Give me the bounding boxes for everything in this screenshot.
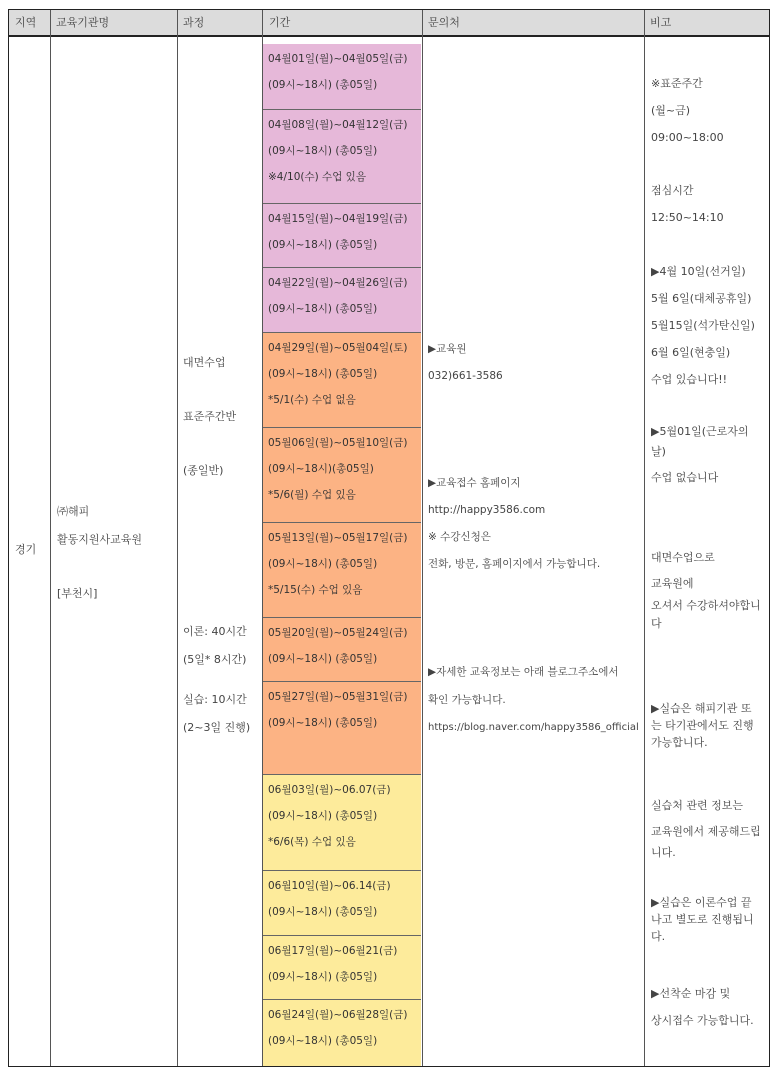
note-line: 오셔서 수강하셔야합니 <box>651 599 761 612</box>
period-date: 04월29일(월)~05월04일(토) <box>268 342 408 354</box>
period-date: 04월15일(월)~04월19일(금) <box>268 213 408 225</box>
note-line: ※표준주간 <box>651 77 703 90</box>
notes-practice-after <box>651 894 765 945</box>
period-hours: (09시~18시) (총05일) <box>268 368 378 380</box>
period-block <box>263 1000 421 1066</box>
header-region: 지역 <box>15 16 37 29</box>
period-hours: (09시~18시) (총05일) <box>268 558 378 570</box>
institution-line: 활동지원사교육원 <box>57 533 143 546</box>
note-line: 교육원에서 제공해드립 <box>651 825 761 838</box>
contact-blog-label-2: 확인 가능합니다. <box>428 694 506 706</box>
note-line: ▶선착순 마감 및 <box>651 987 731 1000</box>
course-line: (2~3일 진행) <box>183 721 251 734</box>
header-course: 과정 <box>183 16 205 29</box>
contact-blog-url[interactable]: https://blog.naver.com/happy3586_official <box>428 722 639 733</box>
header-institution: 교육기관명 <box>56 16 110 29</box>
note-line: ▶5월01일(근로자의 <box>651 425 749 438</box>
period-date: 06월03일(월)~06.07(금) <box>268 784 391 796</box>
contact-blog-block <box>428 658 642 742</box>
contact-phone: 032)661-3586 <box>428 370 503 382</box>
course-line: 표준주간반 <box>183 410 237 423</box>
course-type-cell <box>183 349 236 484</box>
note-line: 09:00~18:00 <box>651 131 724 144</box>
notes-holidays <box>651 258 765 393</box>
period-date: 04월08일(월)~04월12일(금) <box>268 119 408 131</box>
course-line: 대면수업 <box>183 356 226 369</box>
period-date: 04월22일(월)~04월26일(금) <box>268 277 408 289</box>
header-contact: 문의처 <box>428 16 460 29</box>
period-block <box>263 268 421 333</box>
period-hours: (09시~18시) (총05일) <box>268 717 378 729</box>
period-date: 05월13일(월)~05월17일(금) <box>268 532 408 544</box>
period-hours: (09시~18시) (총05일) <box>268 239 378 251</box>
period-block <box>263 110 421 204</box>
period-hours: (09시~18시)(총05일) <box>268 463 374 475</box>
column-divider <box>177 10 178 1066</box>
period-note: *5/15(수) 수업 있음 <box>268 584 363 596</box>
course-line: 실습: 10시간 <box>183 693 247 706</box>
period-date: 04월01일(월)~04월05일(금) <box>268 53 408 65</box>
period-date: 05월06일(월)~05월10일(금) <box>268 437 408 449</box>
period-block <box>263 682 421 775</box>
period-hours: (09시~18시) (총05일) <box>268 303 378 315</box>
contact-homepage-url[interactable]: http://happy3586.com <box>428 504 546 516</box>
column-divider <box>422 10 423 1066</box>
contact-blog-label: ▶자세한 교육정보는 아래 블로그주소에서 <box>428 666 619 678</box>
note-line: 대면수업으로 <box>651 551 715 564</box>
contact-office-label: ▶교육원 <box>428 343 467 355</box>
contact-apply-label: ※ 수강신청은 <box>428 531 491 543</box>
note-line: 6월 6일(현충일) <box>651 346 731 359</box>
institution-cell <box>57 498 142 608</box>
period-hours: (09시~18시) (총05일) <box>268 810 378 822</box>
period-block <box>263 871 421 936</box>
note-line: 날) <box>651 445 666 458</box>
course-line: 이론: 40시간 <box>183 625 247 638</box>
period-note: ※4/10(수) 수업 있음 <box>268 171 366 183</box>
notes-block <box>651 70 765 151</box>
course-line: (종일반) <box>183 464 224 477</box>
notes-in-person <box>651 545 765 633</box>
period-hours: (09시~18시) (총05일) <box>268 145 378 157</box>
notes-may1 <box>651 422 765 488</box>
institution-line: ㈜해피 <box>57 505 90 518</box>
note-line: 다 <box>651 617 662 630</box>
period-block <box>263 204 421 268</box>
note-line: 상시접수 가능합니다. <box>651 1014 754 1027</box>
institution-line: [부천시] <box>57 587 98 600</box>
contact-homepage-label: ▶교육접수 홈페이지 <box>428 477 521 489</box>
notes-lunch <box>651 177 765 231</box>
region-text: 경기 <box>15 543 37 556</box>
period-block <box>263 618 421 682</box>
contact-cell <box>428 336 642 390</box>
period-hours: (09시~18시) (총05일) <box>268 653 378 665</box>
period-hours: (09시~18시) (총05일) <box>268 1035 378 1047</box>
period-hours: (09시~18시) (총05일) <box>268 971 378 983</box>
note-line: ▶실습은 이론수업 끝 <box>651 896 752 909</box>
period-note: *6/6(목) 수업 있음 <box>268 836 356 848</box>
note-line: ▶4월 10일(선거일) <box>651 265 746 278</box>
note-line: 는 타기관에서도 진행 <box>651 719 754 732</box>
note-line: 교육원에 <box>651 577 694 590</box>
notes-practice-info <box>651 793 765 861</box>
course-line: (5일* 8시간) <box>183 653 247 666</box>
course-hours-cell <box>183 618 250 742</box>
note-line: 다. <box>651 930 666 943</box>
note-line: 니다. <box>651 846 676 859</box>
period-date: 06월17일(월)~06월21(금) <box>268 945 398 957</box>
note-line: (월~금) <box>651 104 691 117</box>
period-hours: (09시~18시) (총05일) <box>268 79 378 91</box>
column-divider <box>50 10 51 1066</box>
contact-apply-methods: 전화, 방문, 홈페이지에서 가능합니다. <box>428 558 601 570</box>
note-line: 점심시간 <box>651 184 694 197</box>
period-date: 06월24일(월)~06월28일(금) <box>268 1009 408 1021</box>
period-block <box>263 333 421 428</box>
note-line: 나고 별도로 진행됩니 <box>651 913 754 926</box>
period-date: 05월27일(월)~05월31일(금) <box>268 691 408 703</box>
period-block <box>263 775 421 871</box>
note-line: 실습처 관련 정보는 <box>651 799 744 812</box>
period-block <box>263 523 421 618</box>
header-notes: 비고 <box>650 16 672 29</box>
period-block <box>263 44 421 110</box>
period-hours: (09시~18시) (총05일) <box>268 906 378 918</box>
header-period: 기간 <box>269 16 291 29</box>
notes-practice <box>651 700 765 751</box>
period-note: *5/1(수) 수업 없음 <box>268 394 356 406</box>
note-line: 5월 6일(대체공휴일) <box>651 292 752 305</box>
table-header-row <box>9 10 769 37</box>
note-line: ▶실습은 해피기관 또 <box>651 702 752 715</box>
note-line: 수업 없습니다 <box>651 471 719 484</box>
period-date: 06월10일(월)~06.14(금) <box>268 880 391 892</box>
note-line: 5월15일(석가탄신일) <box>651 319 755 332</box>
period-block <box>263 428 421 523</box>
notes-first-come <box>651 980 765 1034</box>
region-cell <box>15 537 36 563</box>
period-date: 05월20일(월)~05월24일(금) <box>268 627 408 639</box>
note-line: 가능합니다. <box>651 736 708 749</box>
period-note: *5/6(월) 수업 있음 <box>268 489 356 501</box>
period-block <box>263 936 421 1000</box>
note-line: 12:50~14:10 <box>651 211 724 224</box>
column-divider <box>644 10 645 1066</box>
contact-homepage-block <box>428 470 642 578</box>
note-line: 수업 있습니다!! <box>651 373 728 386</box>
